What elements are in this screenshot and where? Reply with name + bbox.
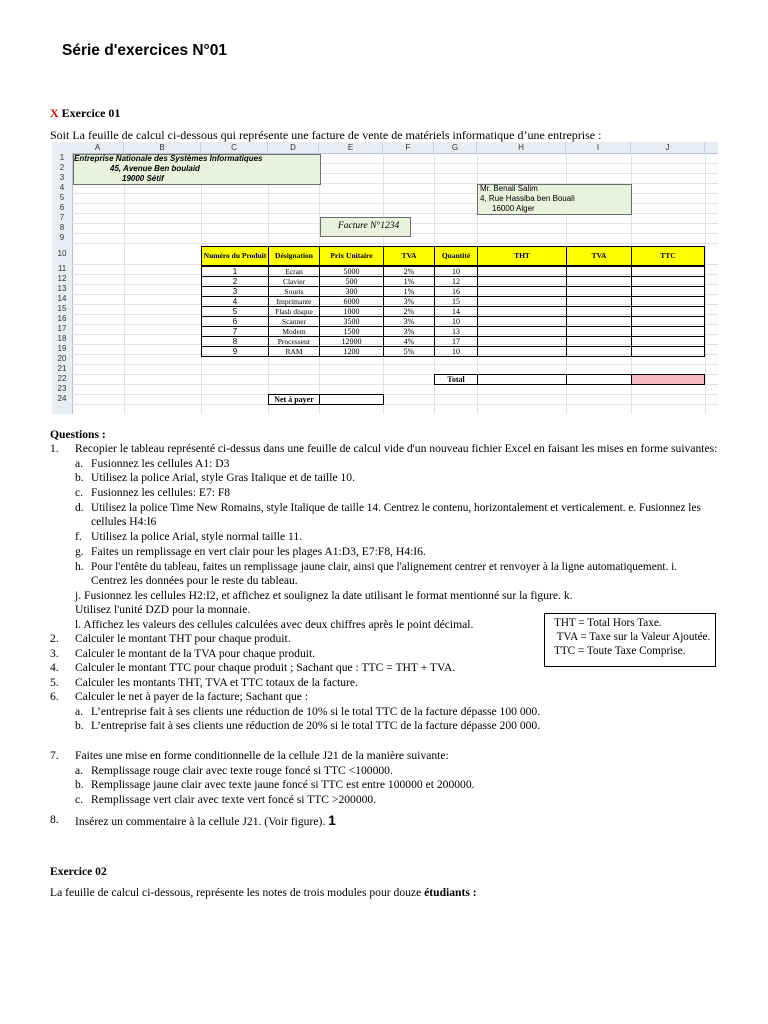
numero-cell: 4 [201, 296, 269, 307]
row-header: 21 [57, 364, 67, 373]
header-numero: Numéro du Produit [201, 246, 269, 266]
row-header: 17 [57, 324, 67, 333]
header-tva-amount: TVA [566, 246, 632, 266]
question-1d-cont: cellules H4:I6 [91, 515, 157, 528]
grid-line [72, 364, 718, 365]
definition-ttc: TTC = Toute Taxe Comprise. [554, 645, 686, 657]
prix-cell: 300 [319, 286, 384, 297]
question-3: Calculer le montant de la TVA pour chaque produit. [75, 647, 316, 660]
client-street: 4, Rue Hassiba ben Bouali [480, 194, 575, 203]
header-tva: TVA [383, 246, 435, 266]
question-1c: Fusionnez les cellules: E7: F8 [91, 486, 231, 499]
column-header: C [201, 142, 268, 153]
row-header: 2 [59, 163, 65, 172]
quantite-cell: 14 [434, 306, 478, 317]
column-header: E [319, 142, 383, 153]
question-number: 3. [50, 647, 59, 660]
quantite-cell: 10 [434, 266, 478, 277]
question-2: Calculer le montant THT pour chaque produit. [75, 632, 291, 645]
designation-cell: Clavier [268, 276, 320, 287]
numero-cell: 9 [201, 346, 269, 357]
question-number: 7. [50, 749, 59, 762]
row-header: 15 [57, 304, 67, 313]
row-header: 14 [57, 294, 67, 303]
question-8-mark: 1 [328, 812, 336, 828]
designation-cell: Scanner [268, 316, 320, 327]
sub-letter: f. [75, 530, 82, 543]
designation-cell: Flash disque [268, 306, 320, 317]
sub-letter: g. [75, 545, 84, 558]
exercise-2-heading: Exercice 02 [50, 865, 107, 878]
row-header: 7 [59, 213, 65, 222]
designation-cell: RAM [268, 346, 320, 357]
row-header: 20 [57, 354, 67, 363]
definition-tva: TVA = Taxe sur la Valeur Ajoutée. [554, 631, 711, 643]
ttc-cell [631, 346, 705, 357]
row-header: 6 [59, 203, 65, 212]
question-8 [75, 813, 336, 829]
question-6: Calculer le net à payer de la facture; Sachant que : [75, 690, 309, 703]
prix-cell: 1200 [319, 346, 384, 357]
sub-letter: c. [75, 486, 84, 499]
tht-cell [477, 346, 567, 357]
tva-rate-cell: 4% [383, 336, 435, 347]
question-1: Recopier le tableau représenté ci-dessus dans une feuille de calcul vide d'un nouveau fichier Excel en faisant les mises en forme suivantes: [75, 442, 718, 455]
numero-cell: 1 [201, 266, 269, 277]
question-number: 4. [50, 661, 59, 674]
exercise-2-intro-bold: étudiants : [424, 886, 477, 899]
quantite-cell: 13 [434, 326, 478, 337]
tva-rate-cell: 3% [383, 296, 435, 307]
question-1b: Utilisez la police Arial, style Gras Italique et de taille 10. [91, 471, 355, 484]
question-6b: L’entreprise fait à ses clients une réduction de 20% si le total TTC de la facture dépasse 200 000. [91, 719, 541, 732]
sub-letter: a. [75, 705, 84, 718]
column-header: A [72, 142, 124, 153]
question-number: 2. [50, 632, 59, 645]
quantite-cell: 16 [434, 286, 478, 297]
numero-cell: 2 [201, 276, 269, 287]
question-1l: l. Affichez les valeurs des cellules calculées avec deux chiffres après le point décimal. [75, 618, 474, 631]
numero-cell: 8 [201, 336, 269, 347]
total-label: Total [434, 374, 478, 385]
numero-cell: 3 [201, 286, 269, 297]
sub-letter: h. [75, 560, 84, 573]
total-tht-cell [477, 374, 567, 385]
sub-letter: b. [75, 471, 84, 484]
row-header: 12 [57, 274, 67, 283]
definitions-box [544, 613, 716, 667]
question-1j-cont: Utilisez l'unité DZD pour la monnaie. [75, 603, 251, 616]
header-quantite: Quantité [434, 246, 478, 266]
sub-letter: d. [75, 501, 84, 514]
question-1g: Faites un remplissage en vert clair pour les plages A1:D3, E7:F8, H4:I6. [91, 545, 426, 558]
exercise-2-intro [50, 886, 477, 900]
tva-rate-cell: 1% [383, 276, 435, 287]
row-header: 18 [57, 334, 67, 343]
question-8-text: Insérez un commentaire à la cellule J21. (Voir figure). [75, 815, 326, 828]
question-number: 8. [50, 813, 59, 826]
invoice-number: Facture N°1234 [338, 221, 400, 231]
exercise-1-intro: Soit La feuille de calcul ci-dessous qui représente une facture de vente de matériels informatique d’une entreprise : [50, 128, 602, 142]
row-header: 22 [57, 374, 67, 383]
question-4: Calculer le montant TTC pour chaque produit ; Sachant que : TTC = THT + TVA. [75, 661, 456, 674]
question-1h: Pour l'entête du tableau, faites un remplissage jaune clair, ainsi que l'alignement centrer et renvoyer à la ligne automatiquement. i. [91, 561, 678, 573]
company-name: Entreprise Nationale des Systèmes Informatiques [74, 154, 263, 163]
grid-line [705, 153, 706, 414]
exercise-1-label: Exercice 01 [61, 106, 121, 120]
tva-rate-cell: 3% [383, 326, 435, 337]
row-header: 8 [59, 223, 65, 232]
tva-rate-cell: 2% [383, 266, 435, 277]
sub-letter: b. [75, 778, 84, 791]
tva-rate-cell: 2% [383, 306, 435, 317]
numero-cell: 7 [201, 326, 269, 337]
column-header: H [477, 142, 566, 153]
column-header: J [631, 142, 705, 153]
question-1d: Utilisez la police Time New Romains, style Italique de taille 14. Centrez le contenu, horizontalement et verticalement. e. Fusionnez les [91, 502, 701, 514]
row-header: 11 [57, 264, 67, 273]
client-city: 16000 Alger [492, 204, 535, 213]
prix-cell: 6000 [319, 296, 384, 307]
tva-cell [566, 346, 632, 357]
question-1j: j. Fusionnez les cellules H2:I2, et affichez et soulignez la date utilisant le format mentionné sur la figure. k. [75, 589, 573, 602]
question-7: Faites une mise en forme conditionnelle de la cellule J21 de la manière suivante: [75, 749, 449, 762]
sub-letter: b. [75, 719, 84, 732]
company-address: 45, Avenue Ben boulaid [110, 164, 200, 173]
tva-rate-cell: 5% [383, 346, 435, 357]
question-6a: L’entreprise fait à ses clients une réduction de 10% si le total TTC de la facture dépasse 100 000. [91, 705, 541, 718]
designation-cell: Imprimante [268, 296, 320, 307]
spreadsheet-figure [52, 142, 718, 414]
question-1f: Utilisez la police Arial, style normal taille 11. [91, 530, 303, 543]
question-number: 1. [50, 442, 59, 455]
question-1h-cont: Centrez les données pour le reste du tableau. [91, 574, 298, 587]
exercise-2-intro-text: La feuille de calcul ci-dessous, représente les notes de trois modules pour douze [50, 886, 425, 899]
prix-cell: 12000 [319, 336, 384, 347]
quantite-cell: 17 [434, 336, 478, 347]
prix-cell: 1000 [319, 306, 384, 317]
question-7b: Remplissage jaune clair avec texte jaune foncé si TTC est entre 100000 et 200000. [91, 778, 475, 791]
question-7a: Remplissage rouge clair avec texte rouge foncé si TTC <100000. [91, 764, 393, 777]
grid-line [72, 404, 718, 405]
quantite-cell: 15 [434, 296, 478, 307]
quantite-cell: 12 [434, 276, 478, 287]
row-header: 10 [57, 249, 67, 258]
question-number: 5. [50, 676, 59, 689]
net-value-cell [319, 394, 384, 405]
column-header: G [434, 142, 477, 153]
header-designation: Désignation [268, 246, 320, 266]
designation-cell: Modem [268, 326, 320, 337]
net-label: Net à payer [268, 394, 320, 405]
question-number: 6. [50, 690, 59, 703]
row-header: 24 [57, 394, 67, 403]
numero-cell: 5 [201, 306, 269, 317]
column-header: B [124, 142, 201, 153]
prix-cell: 3500 [319, 316, 384, 327]
tva-rate-cell: 3% [383, 316, 435, 327]
questions-heading: Questions : [50, 428, 106, 441]
exercise-marker: X [50, 106, 59, 120]
designation-cell: Processeur [268, 336, 320, 347]
row-header: 19 [57, 344, 67, 353]
definition-tht: THT = Total Hors Taxe. [554, 617, 662, 629]
designation-cell: Souris [268, 286, 320, 297]
row-header: 3 [59, 173, 65, 182]
header-tht: THT [477, 246, 567, 266]
row-header: 13 [57, 284, 67, 293]
sub-letter: a. [75, 764, 84, 777]
row-header: 4 [59, 183, 65, 192]
total-ttc-cell-j21 [631, 374, 705, 385]
quantite-cell: 10 [434, 346, 478, 357]
tva-rate-cell: 1% [383, 286, 435, 297]
row-header: 5 [59, 193, 65, 202]
designation-cell: Ecran [268, 266, 320, 277]
exercise-1-heading [50, 106, 120, 121]
row-header: 23 [57, 384, 67, 393]
column-header: F [383, 142, 434, 153]
prix-cell: 1500 [319, 326, 384, 337]
grid-line [124, 153, 125, 414]
prix-cell: 5000 [319, 266, 384, 277]
client-name: Mr. Benali Salim [480, 184, 538, 193]
header-ttc: TTC [631, 246, 705, 266]
numero-cell: 6 [201, 316, 269, 327]
quantite-cell: 10 [434, 316, 478, 327]
row-header: 16 [57, 314, 67, 323]
row-header: 1 [59, 153, 65, 162]
question-7c: Remplissage vert clair avec texte vert foncé si TTC >200000. [91, 793, 377, 806]
row-header: 9 [59, 233, 65, 242]
prix-cell: 500 [319, 276, 384, 287]
column-header: I [566, 142, 631, 153]
header-prix: Prix Unitaire [319, 246, 384, 266]
company-city: 19000 Sétif [122, 174, 164, 183]
question-1a: Fusionnez les cellules A1: D3 [91, 457, 230, 470]
sub-letter: a. [75, 457, 84, 470]
grid-line [72, 394, 718, 395]
question-5: Calculer les montants THT, TVA et TTC totaux de la facture. [75, 676, 358, 689]
total-tva-cell [566, 374, 632, 385]
page-title: Série d'exercices N°01 [62, 42, 227, 59]
grid-line [72, 243, 718, 244]
sub-letter: c. [75, 793, 84, 806]
column-header: D [268, 142, 319, 153]
